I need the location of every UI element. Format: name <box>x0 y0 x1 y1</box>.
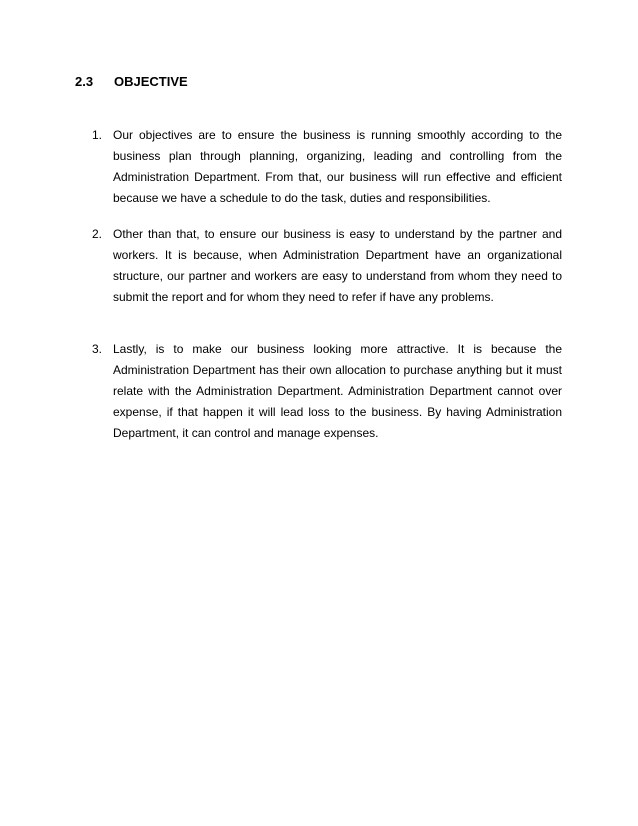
list-item-text: Lastly, is to make our business looking more attractive. It is because the Administration Department has their own allocation to purchase anything but it must relate with the Administration Department. Administration Department cannot over expense, if that happen it will lead loss to the business. By having Administration Department, it can control and manage expenses. <box>113 342 562 440</box>
section-number: 2.3 <box>75 74 94 89</box>
list-item-text: Our objectives are to ensure the business is running smoothly according to the business plan through planning, organizing, leading and controlling from the Administration Department. From that, our business will run effective and efficient because we have a schedule to do the task, duties and responsibilities. <box>113 128 562 205</box>
list-item <box>92 224 562 308</box>
list-item-number: 3. <box>92 342 103 356</box>
list-item-number: 1. <box>92 128 103 142</box>
list-item <box>92 339 562 444</box>
list-item-text: Other than that, to ensure our business is easy to understand by the partner and workers. It is because, when Administration Department have an organizational structure, our partner and workers are easy to understand from whom they need to submit the report and for whom they need to refer if have any problems. <box>113 227 562 304</box>
section-title: OBJECTIVE <box>114 74 188 89</box>
list-item-number: 2. <box>92 227 103 241</box>
list-item <box>92 125 562 209</box>
section-heading <box>75 74 188 89</box>
